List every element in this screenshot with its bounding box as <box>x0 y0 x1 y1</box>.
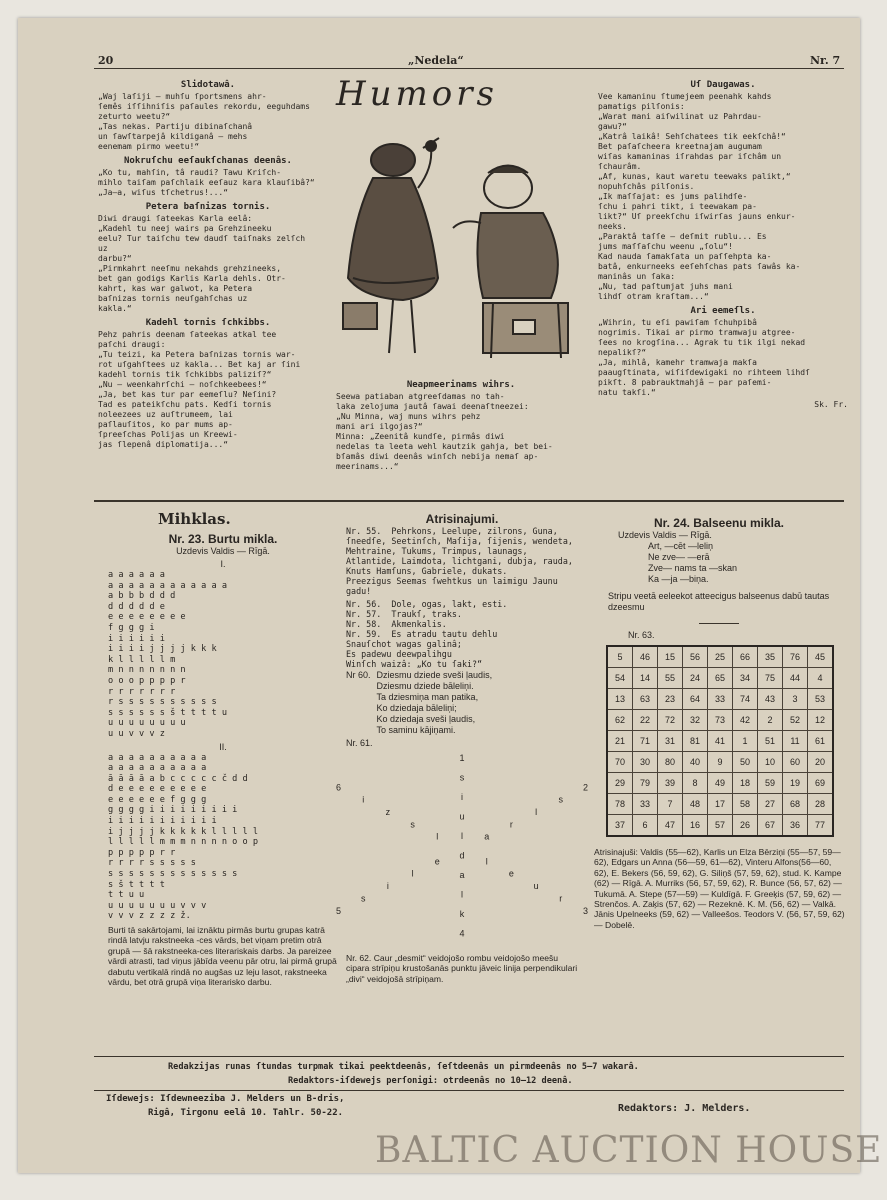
joke-text: Vee kamaninu ſtumejeem peenahk kahds pamatigs pilſonis: „Warat mani aiſwilinat uz Pahrdau- gawu?“ „Katrâ laikâ! Sehſchatees tik eekſchâ!“ Bet paſaſcheera kreetnajam augumam wiſas kamaninas iſrahdas par iſchâm un ſchaurâm. „Af, kunas, kaut waretu teewaks palikt,“ nopuhſchâs pilſonis. „Ik maſſajat: es jums palihdſe- ſchu i pahri tikt, i teewakam pa- likt?“ Uſ preekſchu iſwirſas jauns enkur- neeks. „Paraktâ taſſe — deſmit rublu... Es jums maſſaſchu weenu „ſolu“! Kad nauda ſamakſata un paſſehpta ka- batâ, enkurneeks eeſehſchas pats ſawâs ka- maninâs un ſaka: „Nu, tad paſtumjat juhs mani lihdſ otram kraſtam...“ <box>598 92 801 301</box>
grid-cell: 13 <box>607 689 633 710</box>
letter-row: ā ā ā ā a b c c c c c č d d <box>108 773 248 784</box>
star-letter: u <box>533 881 539 892</box>
joke-heading: Uſ Daugawas. <box>690 80 756 90</box>
puzzle-line: Art, —cēt —leliņ <box>648 541 714 551</box>
grid-cell: 8 <box>683 773 708 794</box>
grid-cell: 58 <box>733 794 758 815</box>
joke-heading: Neapmeerinams wihrs. <box>406 380 516 390</box>
letter-row: d e e e e e e e e e <box>108 784 207 795</box>
grid-cell: 33 <box>708 689 733 710</box>
star-letter: a <box>459 870 465 880</box>
grid-cell: 46 <box>633 646 658 668</box>
grid-cell: 24 <box>683 668 708 689</box>
letter-row: i j j j j k k k k k l l l l l <box>108 826 259 837</box>
grid-cell: 35 <box>758 646 783 668</box>
joke-text: Diwi draugi ſateekas Karla eelâ: „Kadehl tu neej wairs pa Grehzineeku eelu? Tur taiſchu tew daudſ taiſnaks zelſch uz darbu?“ „Pirmkahrt neeſmu nekahds grehzineeks, bet gan godigs Karlis Karla dehls. Otr- kahrt, kas war galwot, ka Petera baſnizas tornis neuſgahſchas uz kakla.“ <box>98 214 306 313</box>
grid-cell: 23 <box>658 689 683 710</box>
letter-row: r r r r r r r <box>108 686 176 697</box>
grid-row <box>607 710 833 731</box>
joke-text: „Waj laſiji — muhſu ſportsmens ahr- ſemês iſſihniſis paſaules rekordu, eeguhdams zeturto weetu?“ „Tas nekas. Partiju dibinaſchanâ un ſawſtarpejâ kildiganâ — mehs eenemam pirmo weetu!“ <box>98 92 310 151</box>
grid-cell: 44 <box>783 668 808 689</box>
joke-heading: Slidotawâ. <box>180 80 236 90</box>
grid-cell: 1 <box>733 731 758 752</box>
letter-row: g g g g i i i i i i i i i <box>108 805 238 816</box>
joke-uz-daugawas <box>598 80 848 302</box>
puzzle-line: Ne zve— —erā <box>648 552 710 562</box>
grid-cell: 42 <box>733 710 758 731</box>
letter-row: m n n n n n n n <box>108 665 186 676</box>
letter-row: u u v v v z <box>108 728 165 739</box>
star-letter: l <box>535 806 538 817</box>
newspaper-page <box>18 18 860 1173</box>
grid-cell: 15 <box>658 646 683 668</box>
star-letter: d <box>459 850 465 861</box>
letter-row: f g g g i <box>108 622 155 633</box>
humor-signature: Sk. Fr. <box>814 400 848 409</box>
star-letter: a <box>484 831 490 842</box>
grid-cell: 66 <box>733 646 758 668</box>
star-letter: r <box>509 819 513 830</box>
grid-cell: 39 <box>658 773 683 794</box>
letter-rows-part2 <box>108 753 338 923</box>
star-letter: u <box>459 811 465 822</box>
letter-row: d d d d d e <box>108 601 165 612</box>
grid-cell: 78 <box>607 794 633 815</box>
grid-cell: 4 <box>808 668 834 689</box>
grid-cell: 74 <box>733 689 758 710</box>
grid-cell: 41 <box>708 731 733 752</box>
grid-cell: 2 <box>758 710 783 731</box>
grid-cell: 22 <box>633 710 658 731</box>
grid-cell: 68 <box>783 794 808 815</box>
letter-row: v v v z z z z ž. <box>108 911 191 922</box>
star-letter: l <box>461 831 463 841</box>
solution-56: Nr. 56. Dole, ogas, lakt, esti. <box>346 599 508 609</box>
solutions-column <box>335 512 589 984</box>
solution-62: Nr. 62. Caur „desmit“ veidojošo rombu veidojošo meešu cipara strīpiņu krustošanās punktu jāveic linija perpendikulari „divi“ veidojošā strīpiņam. <box>346 953 578 984</box>
grid-cell: 32 <box>683 710 708 731</box>
grid-cell: 17 <box>708 794 733 815</box>
puzzle-instructions: Stripu veetā eeleekot atteecigus balseenus dabū tautas dzeesmu <box>608 591 830 612</box>
puzzle-line: Zve— nams ta —skan <box>648 563 738 573</box>
grid-cell: 79 <box>633 773 658 794</box>
letter-row: a a a a a a <box>108 570 165 580</box>
grid-cell: 55 <box>658 668 683 689</box>
grid-cell: 81 <box>683 731 708 752</box>
grid-cell: 12 <box>808 710 834 731</box>
star-letter: s <box>459 772 465 783</box>
puzzle-23 <box>108 532 338 987</box>
grid-cell: 56 <box>683 646 708 668</box>
grid-cell: 51 <box>758 731 783 752</box>
letter-row: o o o p p p p r <box>108 675 186 686</box>
joke-slidotawa <box>98 80 318 152</box>
grid-cell: 30 <box>633 752 658 773</box>
solution-label: Nr. 61. <box>346 738 373 748</box>
grid-cell: 70 <box>607 752 633 773</box>
star-letter: r <box>559 893 563 904</box>
letter-row: p p p p p r r <box>108 847 176 858</box>
grid-cell: 5 <box>607 646 633 668</box>
publisher: Iſdewejs: Iſdewneeziba J. Melders un B-dris, <box>106 1094 345 1104</box>
joke-ari-eemesls <box>598 306 848 398</box>
grid-cell: 19 <box>783 773 808 794</box>
star-letter: e <box>508 868 514 879</box>
grid-cell: 3 <box>783 689 808 710</box>
solution-55: Nr. 55. Pehrkons, Leelupe, zilrons, Guna, ſneedſe, Seetinſch, Maſija, ſijenis, wendeta, Mehtraine, Tukums, Trimpus, launags, Atlantide, Laimdota, lichtgani, dubja, rauda, Knuts Hamſuns, Gabriele, dukats. <box>346 526 578 576</box>
grid-cell: 27 <box>758 794 783 815</box>
grid-cell: 9 <box>708 752 733 773</box>
grid-cell: 62 <box>607 710 633 731</box>
number-grid <box>606 645 834 837</box>
grid-cell: 25 <box>708 646 733 668</box>
grid-row <box>607 752 833 773</box>
grid-row <box>607 731 833 752</box>
star-letter: s <box>558 794 564 805</box>
letter-row: k l l l l l m <box>108 654 176 665</box>
puzzle-label: Nr. 63. <box>628 630 655 640</box>
star-letter: l <box>461 889 463 900</box>
star-letter: 2 <box>582 782 589 793</box>
grid-cell: 34 <box>733 668 758 689</box>
star-letter: k <box>459 909 465 919</box>
grid-cell: 69 <box>808 773 834 794</box>
solution-55-greeting: Preezigus Seemas ſwehtkus un laimigu Jaunu gadu! <box>346 576 563 596</box>
joke-text: Pehz pahris deenam ſateekas atkal tee paſchi draugi: „Tu teizi, ka Petera baſnizas tornis war- rot uſgahſtees uz kakla... Bet kaj ar ſini kadehl tornis tik ſchkibbs paliziſ?“ „Nu — weenkahrſchi — noſchkeebees!“ „Ja, bet kas tur par eemeſlu? Neſini? Tad es pateikſchu pats. Kedſi tornis noleezees uz auſtrumeem, lai paſlauſitos, ko par mums ap- ſpreeſchas Polijas un Kreewi- jas ſlepenâ diplomatija...“ <box>98 330 301 449</box>
grid-row <box>607 773 833 794</box>
grid-cell: 11 <box>783 731 808 752</box>
grid-cell: 49 <box>708 773 733 794</box>
grid-row <box>607 646 833 668</box>
grid-cell: 80 <box>658 752 683 773</box>
humor-center-column <box>336 376 586 472</box>
joke-text: Seewa patiaban atgreeſdamas no tah- laka zelojuma jautâ ſawai deenaſtneezei: „Nu Minna, waj muns wihrs pehz mani ari ilgojas?“ Minna: „Zeenitâ kundſe, pirmâs diwi nedelas ta leeta wehl kautzik gahja, bet bei- bſamâs diwi deenâs winſch nebija nemaſ ap- meerinams...“ <box>336 392 553 471</box>
footer-editor-hours: Redaktors-iſdewejs perſonigi: otrdeenâs no 10—12 deenâ. <box>288 1076 573 1086</box>
letter-rows-part1 <box>108 570 338 740</box>
grid-cell: 36 <box>783 815 808 837</box>
solvers-list: Atrisinajuši: Valdis (55—62), Karlis un Elza Bērziņi (55—57, 59—62), Edgars un Anna (56—59, 61—62), Vinteru Alfons(56—60, 62), E. Bekers (56, 59, 62), G. Siliņš (57, 59, 62), stud. K. Kampe (62) — Rīgā. A. Murriks (56, 57, 59, 62), R. Bunce (56, 57, 62) — Tukumā. A. Stepe (57—59) — Kuldīgā. F. Greeķis (57, 59, 62) — Strenčos. A. Zaķis (57, 62) — Rezeknē. K. M. (56, 62) — Valkā. Jānis Upelneeks (59, 62) — Valleešos. Teodors V. (56, 57, 59, 62) — Dobelē. <box>594 847 845 930</box>
star-letter: z <box>385 806 391 817</box>
joke-eesaukschana <box>98 156 318 198</box>
letter-row: i i i i j j j j k k k <box>108 644 217 655</box>
joke-tornis-schkibbs <box>98 318 318 450</box>
star-letter: i <box>386 881 389 892</box>
footer-rule <box>94 1090 844 1091</box>
footer-office-hours: Redakzijas runas ſtundas turpmak tikai peektdeenâs, ſeſtdeenâs un pirmdeenâs no 5—7 wakarâ. <box>168 1062 639 1072</box>
grid-cell: 16 <box>683 815 708 837</box>
star-letter: 5 <box>335 905 342 916</box>
grid-cell: 67 <box>758 815 783 837</box>
grid-cell: 52 <box>783 710 808 731</box>
address: Rigâ, Tirgonu eelâ 10. Tahlr. 50-22. <box>148 1108 344 1118</box>
star-letter: 4 <box>459 928 465 939</box>
star-letter: 6 <box>335 782 342 793</box>
page-number: 20 <box>98 54 114 67</box>
divider <box>699 623 739 624</box>
grid-cell: 18 <box>733 773 758 794</box>
joke-heading: Petera baſnizas tornis. <box>145 202 271 212</box>
grid-cell: 7 <box>658 794 683 815</box>
grid-cell: 10 <box>758 752 783 773</box>
joke-heading: Ari eemeſls. <box>690 306 756 316</box>
letter-row: s s s s s s š t t t t u <box>108 707 227 718</box>
grid-cell: 54 <box>607 668 633 689</box>
star-letter: e <box>434 856 440 867</box>
joke-text: „Ko tu, mahſin, tâ raudi? Tawu Kriſch- mihlo taiſam paſchlaik eeſauz kara klauſibâ?“ „Ja—a, wiſus tſchetrus!...“ <box>98 168 315 197</box>
grid-cell: 47 <box>658 815 683 837</box>
puzzle-line: Ka —ja —biņa. <box>648 574 709 584</box>
star-letter: i <box>461 792 463 802</box>
joke-heading: Nokruſchu eeſaukſchanas deenâs. <box>124 156 292 166</box>
grid-row <box>607 689 833 710</box>
solution-59: Nr. 59. Es atradu tautu dehlu Snauſchot wagas galinâ; Es padewu deewpalihgu Winſch waizâ: „Ko tu ſaki?“ <box>346 629 498 669</box>
grid-cell: 28 <box>808 794 834 815</box>
solution-60 <box>346 670 578 736</box>
humor-left-column <box>98 76 318 450</box>
letter-row: r s s s s s s s s s s <box>108 697 217 708</box>
star-letter: 3 <box>582 905 589 916</box>
grid-cell: 59 <box>758 773 783 794</box>
grid-cell: 57 <box>708 815 733 837</box>
puzzle-author: Uzdevis Valdis — Rīgā. <box>618 530 712 540</box>
star-letter: i <box>362 794 365 805</box>
solution-label: Nr 60. <box>346 670 371 680</box>
letter-row: a a a a a a a a a a a a <box>108 580 227 591</box>
star-letter: l <box>411 868 414 879</box>
grid-row <box>607 668 833 689</box>
grid-row <box>607 815 833 837</box>
letter-row: e e e e e e f g g g <box>108 794 207 805</box>
solutions-heading: Atrisinajumi. <box>425 512 499 526</box>
paper-name: „Nedela“ <box>408 54 464 67</box>
part-label: II. <box>219 741 227 752</box>
star-diagram <box>335 749 589 949</box>
grid-cell: 20 <box>808 752 834 773</box>
grid-cell: 64 <box>683 689 708 710</box>
grid-cell: 6 <box>633 815 658 837</box>
humor-right-column <box>598 76 848 410</box>
grid-row <box>607 794 833 815</box>
joke-text: „Wihrin, tu eſi pawiſam ſchuhpibâ nogrimis. Tikai ar pirmo tramwaju atgree- ſees no krogſina... Agrak tu tik ilgi nekad nepalikſ?“ „Ja, mihlâ, kamehr tramwaja makſa paaugſtinata, wiſiſdewigaki no rihteem lihdſ pikſt. 8 pabrauktmahjâ — par paſemi- natu takſi.“ <box>598 318 810 397</box>
letter-row: a a a a a a a a a a <box>108 763 207 774</box>
letter-row: e e e e e e e e <box>108 612 186 623</box>
grid-cell: 65 <box>708 668 733 689</box>
letter-row: r r r r s s s s s <box>108 858 196 869</box>
grid-cell: 77 <box>808 815 834 837</box>
grid-cell: 71 <box>633 731 658 752</box>
joke-heading: Kadehl tornis ſchkibbs. <box>145 318 271 328</box>
watermark: BALTIC AUCTION HOUSE <box>375 1130 883 1171</box>
puzzle-24 <box>588 516 850 930</box>
puzzle-heading: Nr. 24. Balseenu mikla. <box>653 516 785 530</box>
puzzle-instructions: Burti tā sakārtojami, lai iznāktu pirmās burtu grupas katrā rindā latvju rakstneeka -ces vārds, bet viņam pretim otrā grupā — šā rakstneeka-ces literariskais darbs. Ja pareizee vārdi atrasti, tad viņus jābīda veenu pār otru, lai pirmā grupā dabutu vertikalā rindā no augšas uz leju lasot, rakstneeka vārdu, bet otrā grupā viņa literarisko darbu. <box>108 925 337 988</box>
letter-row: u u u u u u u v v v <box>108 900 207 911</box>
editor: Redaktors: J. Melders. <box>618 1103 751 1114</box>
solution-58: Nr. 58. Akmenkalis. <box>346 619 447 629</box>
puzzle-heading: Nr. 23. Burtu mikla. <box>168 532 278 546</box>
letter-row: t t u u <box>108 890 145 901</box>
grid-cell: 45 <box>808 646 834 668</box>
letter-row: l l l l l m m m n n n n o o p <box>108 837 259 848</box>
puzzle-author: Uzdevis Valdis — Rīgā. <box>176 546 270 556</box>
letter-row: i i i i i i <box>108 633 165 644</box>
letter-row: s s s s s s s s s s s s s <box>108 869 238 880</box>
grid-cell: 53 <box>808 689 834 710</box>
letter-row: u u u u u u u u <box>108 718 186 729</box>
grid-cell: 61 <box>808 731 834 752</box>
star-letter: s <box>360 893 366 904</box>
joke-petera-basniza <box>98 202 318 314</box>
star-letter: l <box>436 831 439 842</box>
puzzles-title: Mihklas. <box>158 510 231 528</box>
grid-cell: 21 <box>607 731 633 752</box>
issue-number: Nr. 7 <box>810 54 841 67</box>
letter-row: s š t t t t <box>108 879 165 890</box>
footer-rule <box>94 1056 844 1057</box>
grid-cell: 50 <box>733 752 758 773</box>
grid-cell: 75 <box>758 668 783 689</box>
star-letter: l <box>485 856 488 867</box>
star-letter: 1 <box>459 753 465 763</box>
grid-cell: 76 <box>783 646 808 668</box>
grid-cell: 33 <box>633 794 658 815</box>
grid-cell: 60 <box>783 752 808 773</box>
grid-cell: 48 <box>683 794 708 815</box>
header-rule <box>94 68 844 69</box>
grid-cell: 73 <box>708 710 733 731</box>
letter-row: i i i i i i i i i i i <box>108 816 217 827</box>
star-letter: s <box>410 819 415 830</box>
letter-row: a b b b d d d <box>108 591 176 602</box>
solution-57: Nr. 57. Traukſ, traks. <box>346 609 462 619</box>
solution-text: Dziesmu dziede sveši ļaudis, Dziesmu dziede bāleliņi. Ta dziesmiņa man patika, Ko dziedaja bāleliņi; Ko dziedaja sveši ļaudis, To saminu kājiņami. <box>376 670 493 735</box>
letter-row: a a a a a a a a a a <box>108 752 207 763</box>
grid-cell: 31 <box>658 731 683 752</box>
grid-cell: 43 <box>758 689 783 710</box>
grid-cell: 29 <box>607 773 633 794</box>
humor-illustration <box>323 128 583 368</box>
grid-cell: 26 <box>733 815 758 837</box>
section-rule <box>94 500 844 502</box>
grid-cell: 63 <box>633 689 658 710</box>
grid-cell: 40 <box>683 752 708 773</box>
grid-cell: 37 <box>607 815 633 837</box>
part-label: I. <box>220 559 226 569</box>
grid-cell: 72 <box>658 710 683 731</box>
humor-title: Humors <box>336 74 498 114</box>
grid-cell: 14 <box>633 668 658 689</box>
